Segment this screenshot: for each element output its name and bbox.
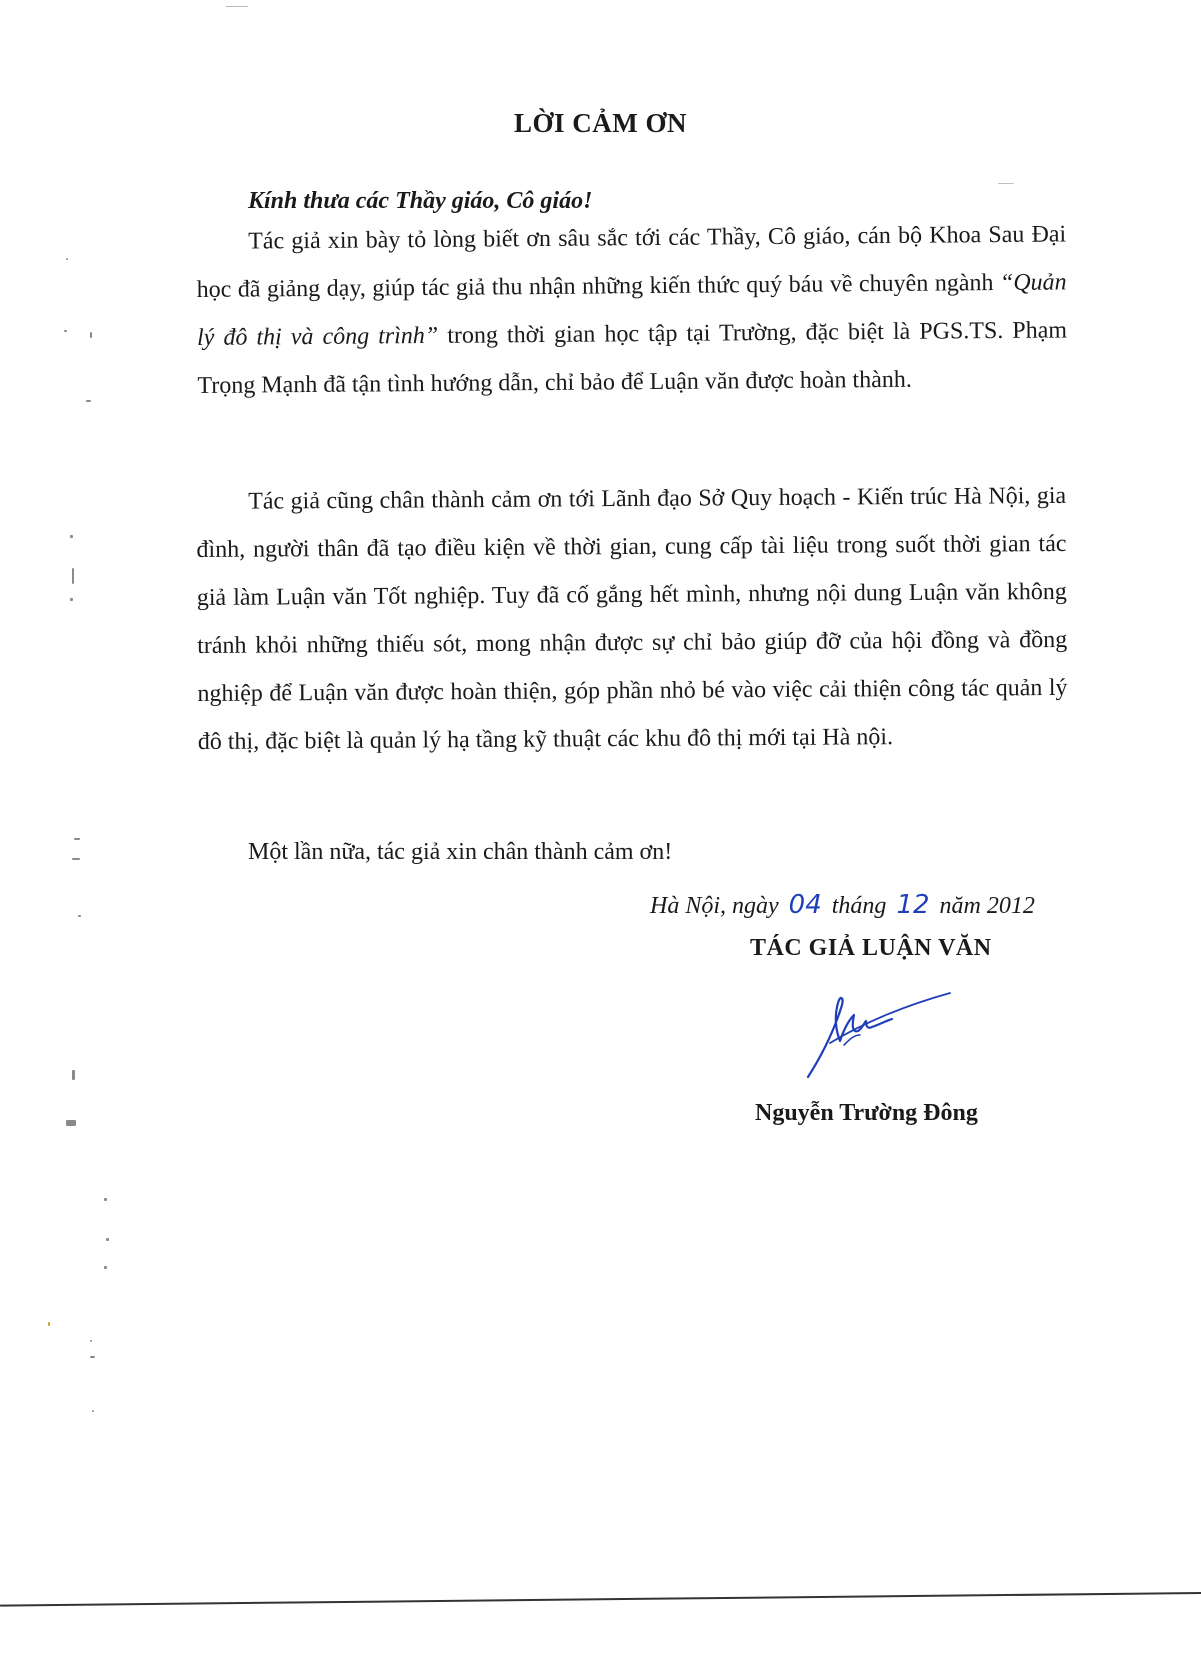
scan-speck: [998, 183, 1014, 184]
page-title: LỜI CẢM ƠN: [514, 108, 687, 138]
scan-speck: [104, 1266, 107, 1269]
scan-speck: [90, 1356, 95, 1358]
scan-speck: [104, 1198, 107, 1201]
scan-speck: [74, 838, 80, 840]
scan-speck: [66, 1120, 76, 1126]
place-date-line: [650, 890, 1035, 920]
scan-speck: [48, 1322, 50, 1326]
scan-speck: [70, 535, 73, 538]
signature-image: [800, 985, 960, 1085]
salutation: Kính thưa các Thầy giáo, Cô giáo!: [248, 188, 593, 214]
date-month-word: tháng: [831, 893, 887, 919]
paragraph-2: Tác giả cũng chân thành cảm ơn tới Lãnh đạo Sở Quy hoạch - Kiến trúc Hà Nội, gia đình, người thân đã tạo điều kiện về thời gian, cung cấp tài liệu trong suốt thời gian tác giả làm Luận văn Tốt nghiệp. Tuy đã cố gắng hết mình, nhưng nội dung Luận văn không tránh khỏi những thiếu sót, mong nhận được sự chỉ bảo giúp đỡ của hội đồng và đồng nghiệp để Luận văn được hoàn thiện, góp phần nhỏ bé vào việc cải thiện công tác quản lý đô thị, đặc biệt là quản lý hạ tầng kỹ thuật các khu đô thị mới tại Hà nội.: [196, 482, 1068, 755]
scan-speck: [72, 568, 74, 584]
paragraph-1-text-end: trong thời gian học tập tại Trường, đặc biệt là PGS.TS. Phạm Trọng Mạnh đã tận tình hướng dẫn, chỉ bảo để Luận văn được hoàn thành.: [197, 317, 1068, 399]
date-year: năm 2012: [939, 893, 1035, 919]
date-prefix: Hà Nội, ngày: [650, 893, 779, 919]
handwritten-day: 04: [788, 890, 822, 920]
scan-speck: [90, 332, 92, 338]
author-name: Nguyễn Trường Đông: [755, 1100, 978, 1126]
scan-speck: [92, 1410, 94, 1412]
scan-speck: [90, 1340, 92, 1342]
author-heading: TÁC GIẢ LUẬN VĂN: [750, 935, 992, 961]
paragraph-3: Một lần nữa, tác giả xin chân thành cảm ơn!: [248, 839, 673, 865]
paragraph-1: [196, 210, 1068, 410]
scan-speck: [72, 1070, 75, 1080]
handwritten-month: 12: [896, 890, 930, 920]
scan-speck: [106, 1238, 109, 1241]
course-name: “Quản lý đô thị và công trình”: [196, 269, 1067, 351]
scan-page-edge: [0, 1592, 1201, 1667]
scan-speck: [72, 858, 80, 860]
scan-mark: [226, 6, 248, 7]
scan-speck: [78, 915, 81, 917]
paragraph-1-text-start: Tác giả xin bày tỏ lòng biết ơn sâu sắc tới các Thầy, Cô giáo, cán bộ Khoa Sau Đại học đã giảng dạy, giúp tác giả thu nhận những kiến thức quý báu về chuyên ngành: [196, 221, 1067, 303]
scan-speck: [86, 400, 91, 402]
scan-speck: [66, 258, 68, 260]
scan-speck: [64, 330, 67, 332]
scan-speck: [70, 598, 73, 601]
